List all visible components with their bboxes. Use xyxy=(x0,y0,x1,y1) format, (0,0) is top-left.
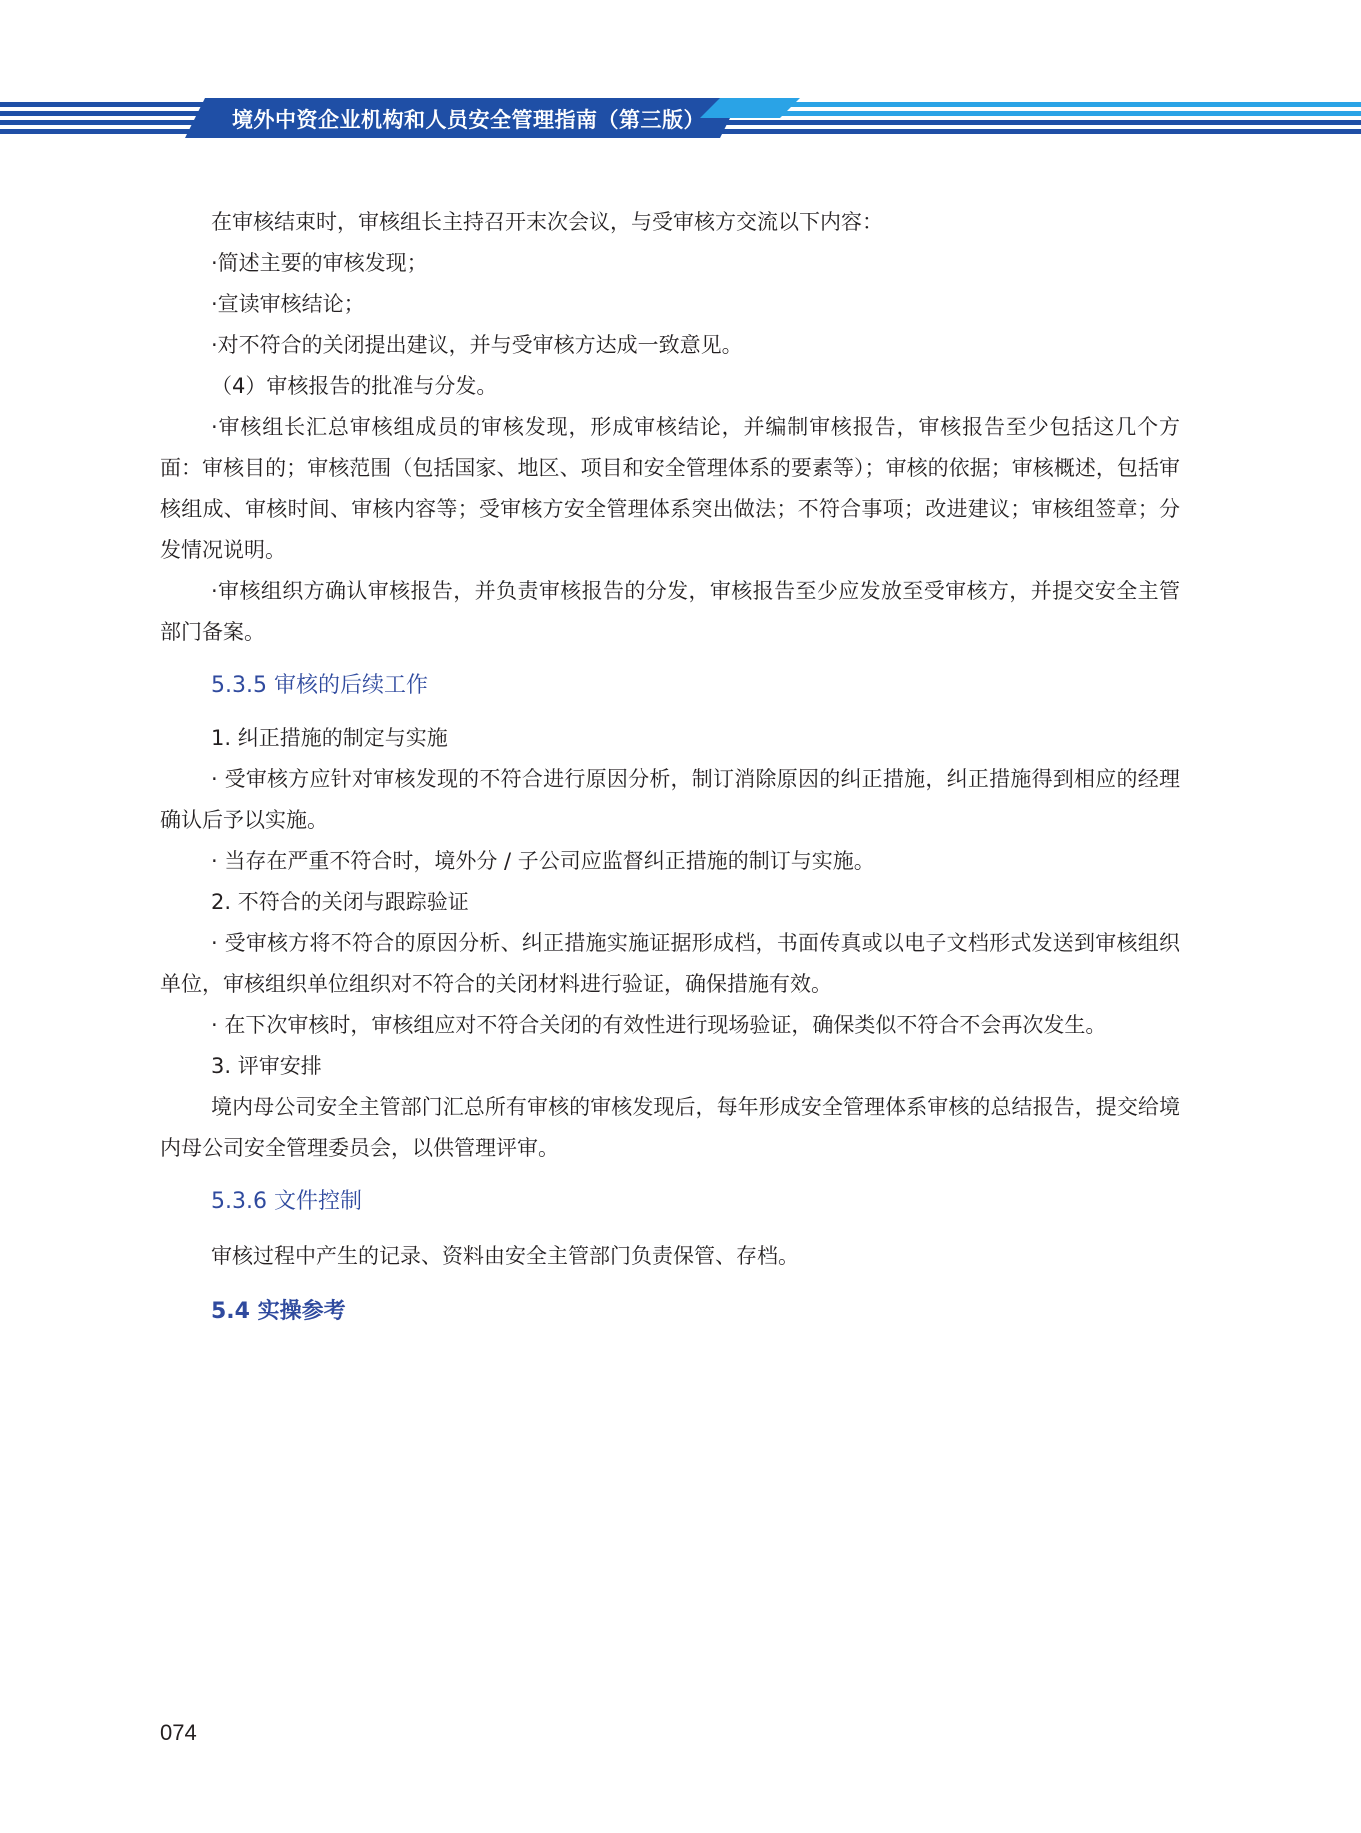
bullet-item: ·对不符合的关闭提出建议，并与受审核方达成一致意见。 xyxy=(211,333,743,357)
bullet-item: ·简述主要的审核发现； xyxy=(211,251,428,275)
bullet-paragraph: · 在下次审核时，审核组应对不符合关闭的有效性进行现场验证，确保类似不符合不会再次发生。 xyxy=(211,1013,1107,1037)
paragraph: 境内母公司安全主管部门汇总所有审核的审核发现后，每年形成安全管理体系审核的总结报告，提交给境内母公司安全管理委员会，以供管理评审。 xyxy=(160,1095,1180,1160)
subheading: （4）审核报告的批准与分发。 xyxy=(211,374,498,398)
section-heading-5-4: 5.4 实操参考 xyxy=(211,1299,346,1324)
header-title: 境外中资企业机构和人员安全管理指南（第三版） xyxy=(232,108,705,132)
bullet-paragraph: · 受审核方应针对审核发现的不符合进行原因分析，制订消除原因的纠正措施，纠正措施得到相应的经理确认后予以实施。 xyxy=(160,767,1180,832)
bullet-paragraph: ·审核组长汇总审核组成员的审核发现，形成审核结论，并编制审核报告，审核报告至少包括这几个方面：审核目的；审核范围（包括国家、地区、项目和安全管理体系的要素等）；审核的依据；审核概述，包括审核组成、审核时间、审核内容等；受审核方安全管理体系突出做法；不符合事项；改进建议；审核组签章；分发情况说明。 xyxy=(160,415,1180,562)
bullet-item: ·宣读审核结论； xyxy=(211,292,365,316)
section-heading-5-3-6: 5.3.6 文件控制 xyxy=(211,1189,362,1214)
numbered-item: 1. 纠正措施的制定与实施 xyxy=(211,726,448,750)
numbered-item: 3. 评审安排 xyxy=(211,1054,322,1078)
numbered-item: 2. 不符合的关闭与跟踪验证 xyxy=(211,890,469,914)
bullet-paragraph: ·审核组织方确认审核报告，并负责审核报告的分发，审核报告至少应发放至受审核方，并提交安全主管部门备案。 xyxy=(160,579,1180,644)
page-content xyxy=(160,202,1180,1332)
bullet-paragraph: · 当存在严重不符合时，境外分 / 子公司应监督纠正措施的制订与实施。 xyxy=(211,849,875,873)
section-heading-5-3-5: 5.3.5 审核的后续工作 xyxy=(211,673,428,698)
paragraph: 审核过程中产生的记录、资料由安全主管部门负责保管、存档。 xyxy=(211,1244,799,1268)
bullet-paragraph: · 受审核方将不符合的原因分析、纠正措施实施证据形成档，书面传真或以电子文档形式发送到审核组织单位，审核组织单位组织对不符合的关闭材料进行验证，确保措施有效。 xyxy=(160,931,1180,996)
page-number: 074 xyxy=(160,1720,197,1745)
paragraph: 在审核结束时，审核组长主持召开末次会议，与受审核方交流以下内容： xyxy=(211,210,883,234)
